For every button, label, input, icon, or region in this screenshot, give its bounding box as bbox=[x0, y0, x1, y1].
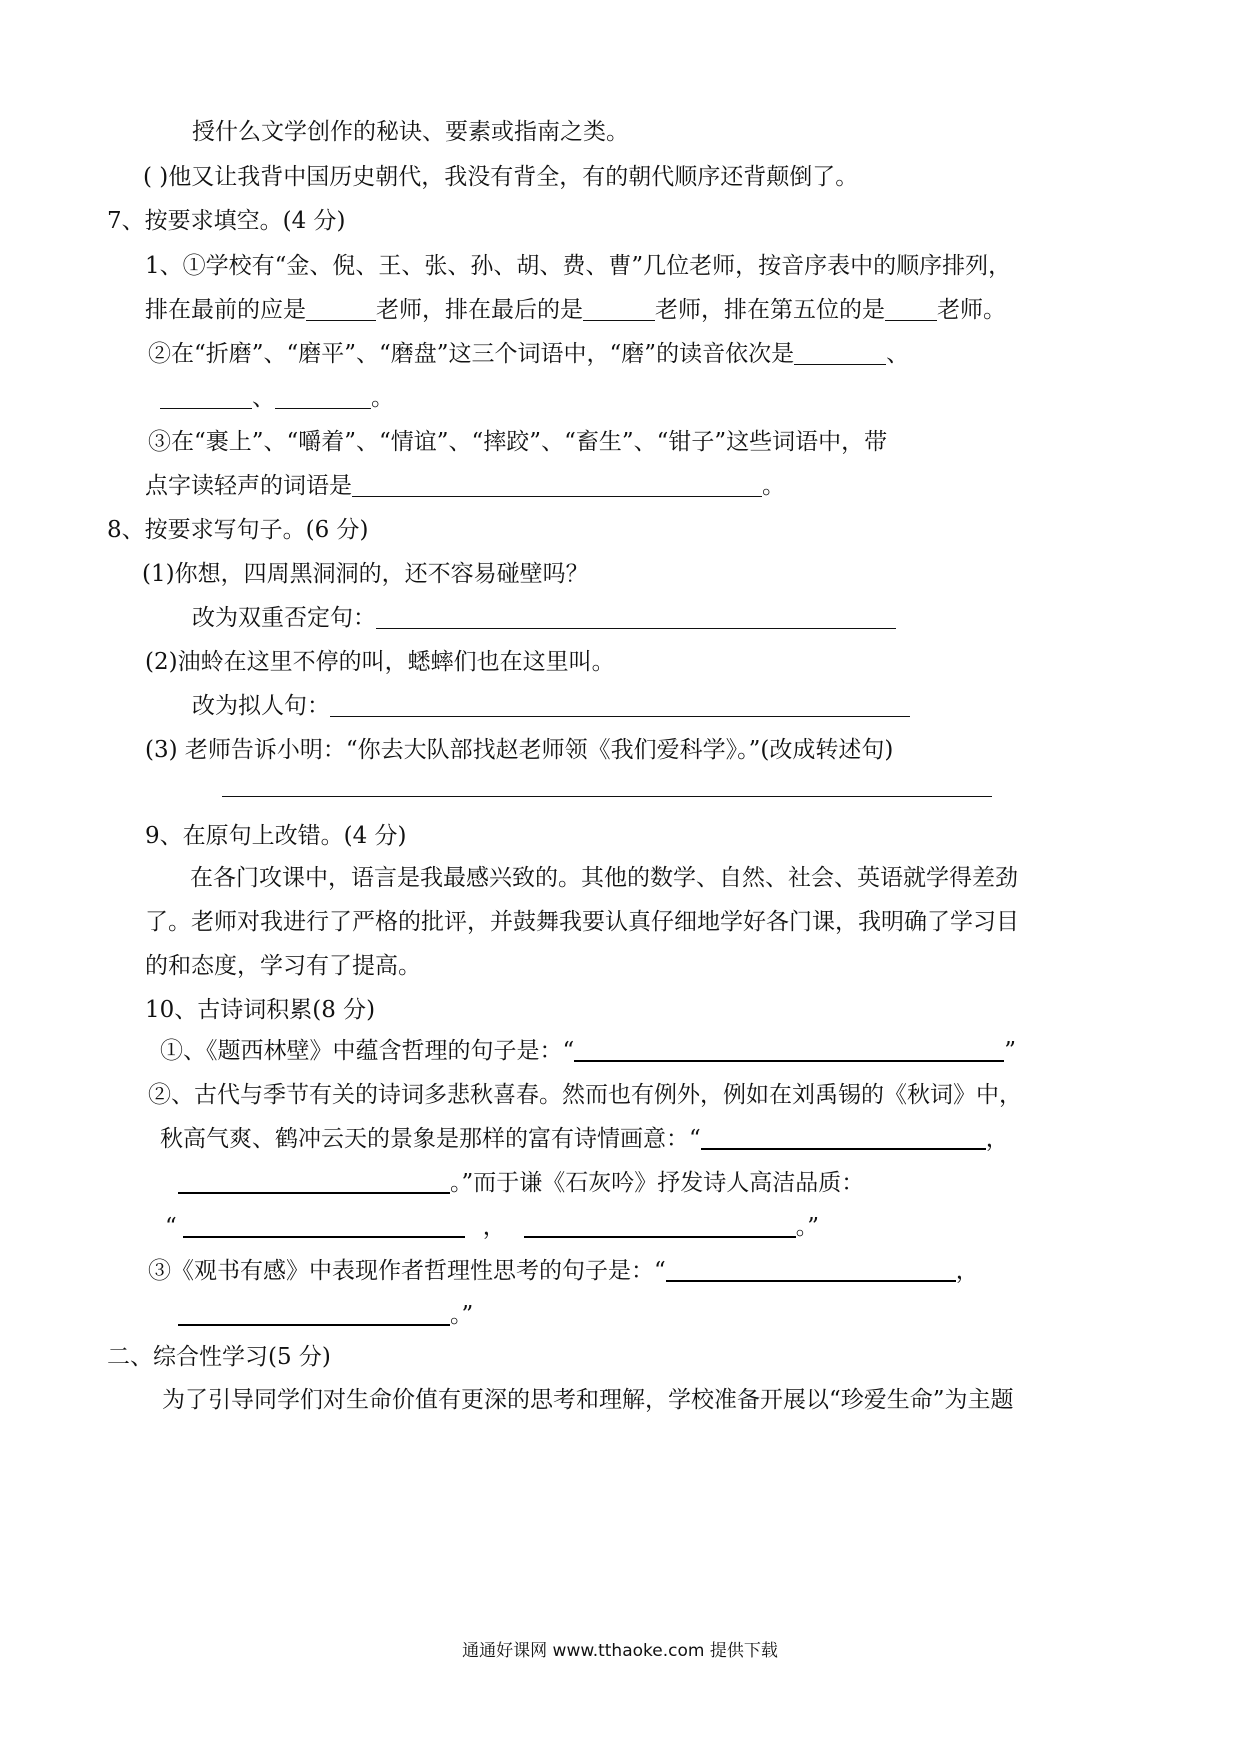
answer-blank[interactable] bbox=[178, 1302, 450, 1326]
answer-blank[interactable] bbox=[306, 298, 376, 321]
text-line: (3) 老师告诉小明：“你去大队部找赵老师领《我们爱科学》。”(改成转述句) bbox=[145, 737, 894, 763]
answer-blank[interactable] bbox=[376, 606, 896, 629]
answer-blank[interactable] bbox=[524, 1214, 796, 1238]
answer-blank[interactable] bbox=[583, 298, 655, 321]
text-segment: ， bbox=[985, 1126, 1009, 1152]
text-line: (1)你想，四周黑洞洞的，还不容易碰壁吗？ bbox=[142, 561, 589, 587]
text-segment: ③《观书有感》中表现作者哲理性思考的句子是：“ bbox=[148, 1258, 666, 1284]
text-segment: ①、《题西林壁》中蕴含哲理的句子是：“ bbox=[160, 1038, 575, 1064]
fill-line bbox=[178, 1168, 864, 1198]
section-2-title: 二、综合性学习(5 分) bbox=[107, 1344, 331, 1370]
text-segment: 点字读轻声的词语是 bbox=[145, 473, 352, 499]
fill-line bbox=[145, 471, 785, 501]
text-line: 为了引导同学们对生命价值有更深的思考和理解，学校准备开展以“珍爱生命”为主题 bbox=[162, 1387, 1014, 1413]
text-segment: 。”而于谦《石灰吟》抒发诗人高洁品质： bbox=[450, 1170, 865, 1196]
answer-blank[interactable] bbox=[275, 386, 371, 409]
answer-blank[interactable] bbox=[666, 1258, 956, 1282]
text-line: 在各门攻课中，语言是我最感兴致的。其他的数学、自然、社会、英语就学得差劲 bbox=[190, 865, 1018, 891]
fill-line bbox=[192, 603, 896, 633]
text-segment: 。” bbox=[795, 1214, 820, 1240]
text-segment: ， bbox=[482, 1214, 506, 1240]
answer-blank[interactable] bbox=[794, 342, 886, 365]
fill-line bbox=[192, 691, 910, 721]
fill-line bbox=[148, 339, 909, 369]
text-segment: 。 bbox=[762, 473, 785, 499]
fill-line bbox=[160, 1124, 1009, 1154]
fill-line bbox=[148, 1256, 979, 1286]
text-segment: 改为双重否定句： bbox=[192, 605, 376, 631]
answer-blank[interactable] bbox=[701, 1126, 986, 1150]
page-footer: 通通好课网 www.tthaoke.com 提供下载 bbox=[462, 1641, 778, 1661]
fill-line bbox=[178, 1300, 473, 1330]
text-segment: 老师，排在第五位的是 bbox=[655, 297, 885, 323]
text-segment: “ bbox=[165, 1214, 177, 1240]
text-line: ( )他又让我背中国历史朝代，我没有背全，有的朝代顺序还背颠倒了。 bbox=[143, 164, 859, 190]
fill-line bbox=[160, 383, 394, 413]
answer-blank[interactable] bbox=[574, 1038, 1004, 1062]
text-segment: 。 bbox=[371, 385, 394, 411]
text-segment: ” bbox=[1004, 1038, 1017, 1064]
fill-line bbox=[160, 1036, 1016, 1066]
text-line: 了。老师对我进行了严格的批评，并鼓舞我要认真仔细地学好各门课，我明确了学习目 bbox=[145, 909, 1019, 935]
text-segment: ， bbox=[955, 1258, 979, 1284]
question-10-title: 10、古诗词积累(8 分) bbox=[145, 997, 376, 1023]
text-segment: 老师。 bbox=[937, 297, 1006, 323]
text-line: 授什么文学创作的秘诀、要素或指南之类。 bbox=[192, 119, 629, 145]
text-segment: 排在最前的应是 bbox=[145, 297, 306, 323]
text-line: 1、①学校有“金、倪、王、张、孙、胡、费、曹”几位老师，按音序表中的顺序排列， bbox=[145, 253, 1012, 279]
answer-blank[interactable] bbox=[160, 386, 252, 409]
answer-line[interactable] bbox=[222, 796, 992, 797]
text-line: (2)油蛉在这里不停的叫，蟋蟀们也在这里叫。 bbox=[145, 649, 615, 675]
question-7-title: 7、按要求填空。(4 分) bbox=[107, 208, 346, 234]
text-segment: ②在“折磨”、“磨平”、“磨盘”这三个词语中，“磨”的读音依次是 bbox=[148, 341, 795, 367]
text-line: 的和态度，学习有了提高。 bbox=[145, 953, 421, 979]
text-segment: 秋高气爽、鹤冲云天的景象是那样的富有诗情画意：“ bbox=[160, 1126, 701, 1152]
fill-line bbox=[145, 295, 1006, 325]
question-9-title: 9、在原句上改错。(4 分) bbox=[145, 823, 407, 849]
text-segment: 、 bbox=[886, 341, 910, 367]
answer-blank[interactable] bbox=[330, 694, 910, 717]
text-line: ③在“裹上”、“嚼着”、“情谊”、“摔跤”、“畜生”、“钳子”这些词语中，带 bbox=[148, 429, 888, 455]
answer-blank[interactable] bbox=[885, 298, 937, 321]
answer-blank[interactable] bbox=[352, 474, 762, 497]
fill-line bbox=[165, 1212, 819, 1242]
question-8-title: 8、按要求写句子。(6 分) bbox=[107, 517, 369, 543]
answer-blank[interactable] bbox=[183, 1214, 465, 1238]
text-segment: 、 bbox=[252, 385, 275, 411]
text-line: ②、古代与季节有关的诗词多悲秋喜春。然而也有例外，例如在刘禹锡的《秋词》中， bbox=[148, 1082, 1022, 1108]
text-segment: 老师，排在最后的是 bbox=[376, 297, 583, 323]
text-segment: 。” bbox=[450, 1302, 474, 1328]
text-segment: 改为拟人句： bbox=[192, 693, 330, 719]
answer-blank[interactable] bbox=[178, 1170, 450, 1194]
